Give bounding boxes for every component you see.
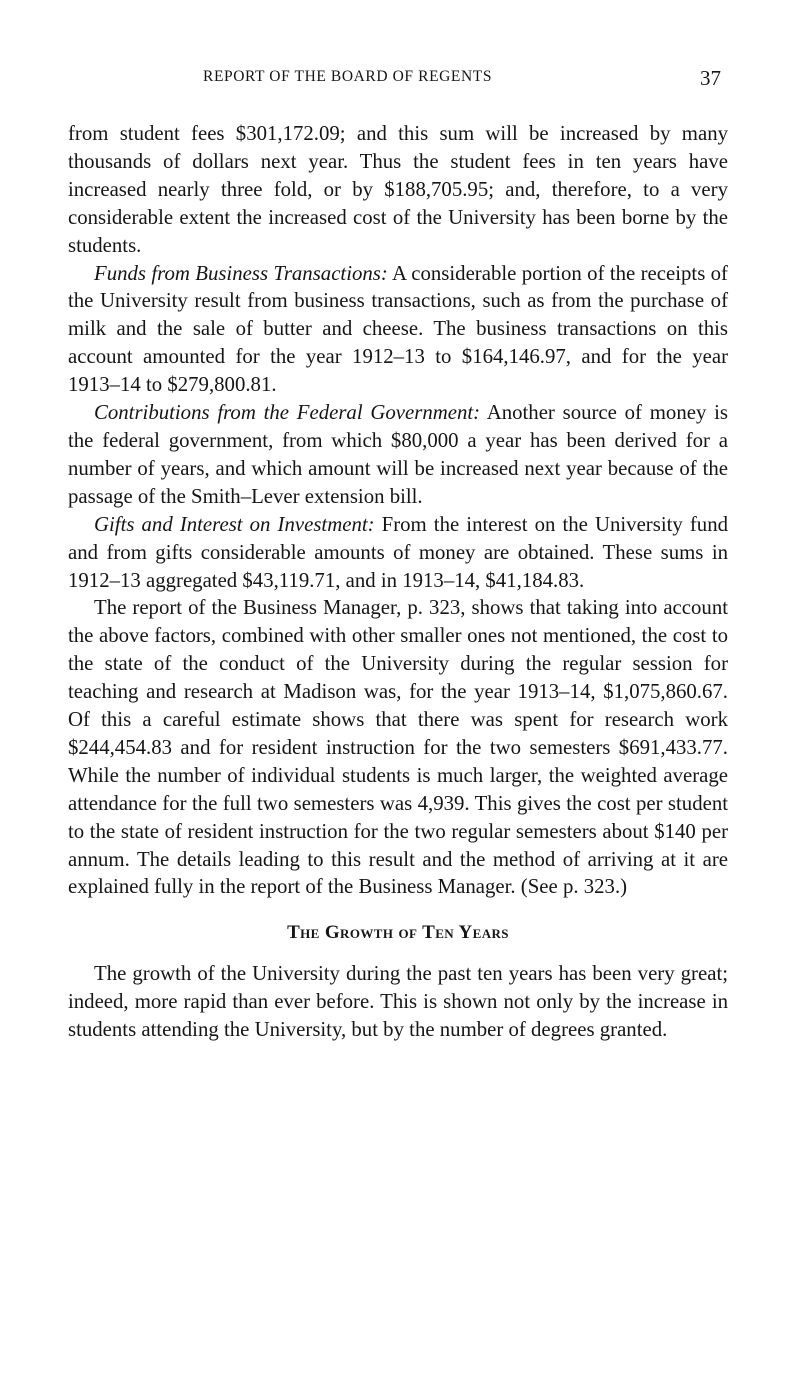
paragraph-growth — [68, 960, 728, 1044]
paragraph-student-fees — [68, 120, 728, 260]
paragraph-text: The growth of the University during the past ten years has been very great; indeed, more rapid than ever before. This is shown not only by the increase in students attending the University, but by the number of degrees granted. — [68, 962, 728, 1042]
paragraph-text: A considerable portion of the receipts of the University result from business transactions, such as from the purchase of milk and the sale of butter and cheese. The business transactions on this account amounted for the year 1912–13 to $164,146.97, and for the year 1913–14 to $279,800.81. — [68, 261, 728, 397]
paragraph-lead: Funds from Business Transactions: — [94, 261, 388, 285]
paragraph-business-transactions — [68, 260, 728, 400]
paragraph-business-manager-report — [68, 594, 728, 901]
paragraph-text: The report of the Business Manager, p. 323, shows that taking into account the above factors, combined with other smaller ones not mentioned, the cost to the state of the conduct of the University during the regular session for teaching and research at Madison was, for the year 1913–14, $1,075,860.67. Of this a careful estimate shows that there was spent for research work $244,454.83 and for resident instruction for the two semesters $691,433.77. While the number of individual students is much larger, the weighted average attendance for the full two semesters was 4,939. This gives the cost per student to the state of resident instruction for the two regular semesters about $140 per annum. The details leading to this result and the method of arriving at it are explained fully in the report of the Business Manager. (See p. 323.) — [68, 596, 728, 899]
page-number: 37 — [700, 66, 721, 90]
body-text — [68, 120, 728, 1044]
running-header — [0, 66, 798, 90]
paragraph-lead: Gifts and Interest on Investment: — [94, 512, 375, 536]
section-heading: The Growth of Ten Years — [287, 922, 509, 944]
paragraph-text: from student fees $301,172.09; and this sum will be increased by many thousands of dollars next year. Thus the student fees in ten years have increased nearly three fold, or by $188,705.95; and, therefore, to a very considerable extent the increased cost of the University has been borne by the students. — [68, 122, 728, 257]
paragraph-gifts-interest — [68, 511, 728, 595]
paragraph-text: Another source of money is the federal government, from which $80,000 a year has been derived for a number of years, and which amount will be increased next year because of the passage of the Smith–Lever extension bill. — [68, 401, 728, 508]
paragraph-text: From the interest on the University fund and from gifts considerable amounts of money are obtained. These sums in 1912–13 aggregated $43,119.71, and in 1913–14, $41,184.83. — [68, 512, 728, 592]
paragraph-lead: Contributions from the Federal Government: — [94, 401, 481, 425]
paragraph-federal-government — [68, 399, 728, 511]
header-title: REPORT OF THE BOARD OF REGENTS — [203, 68, 493, 85]
